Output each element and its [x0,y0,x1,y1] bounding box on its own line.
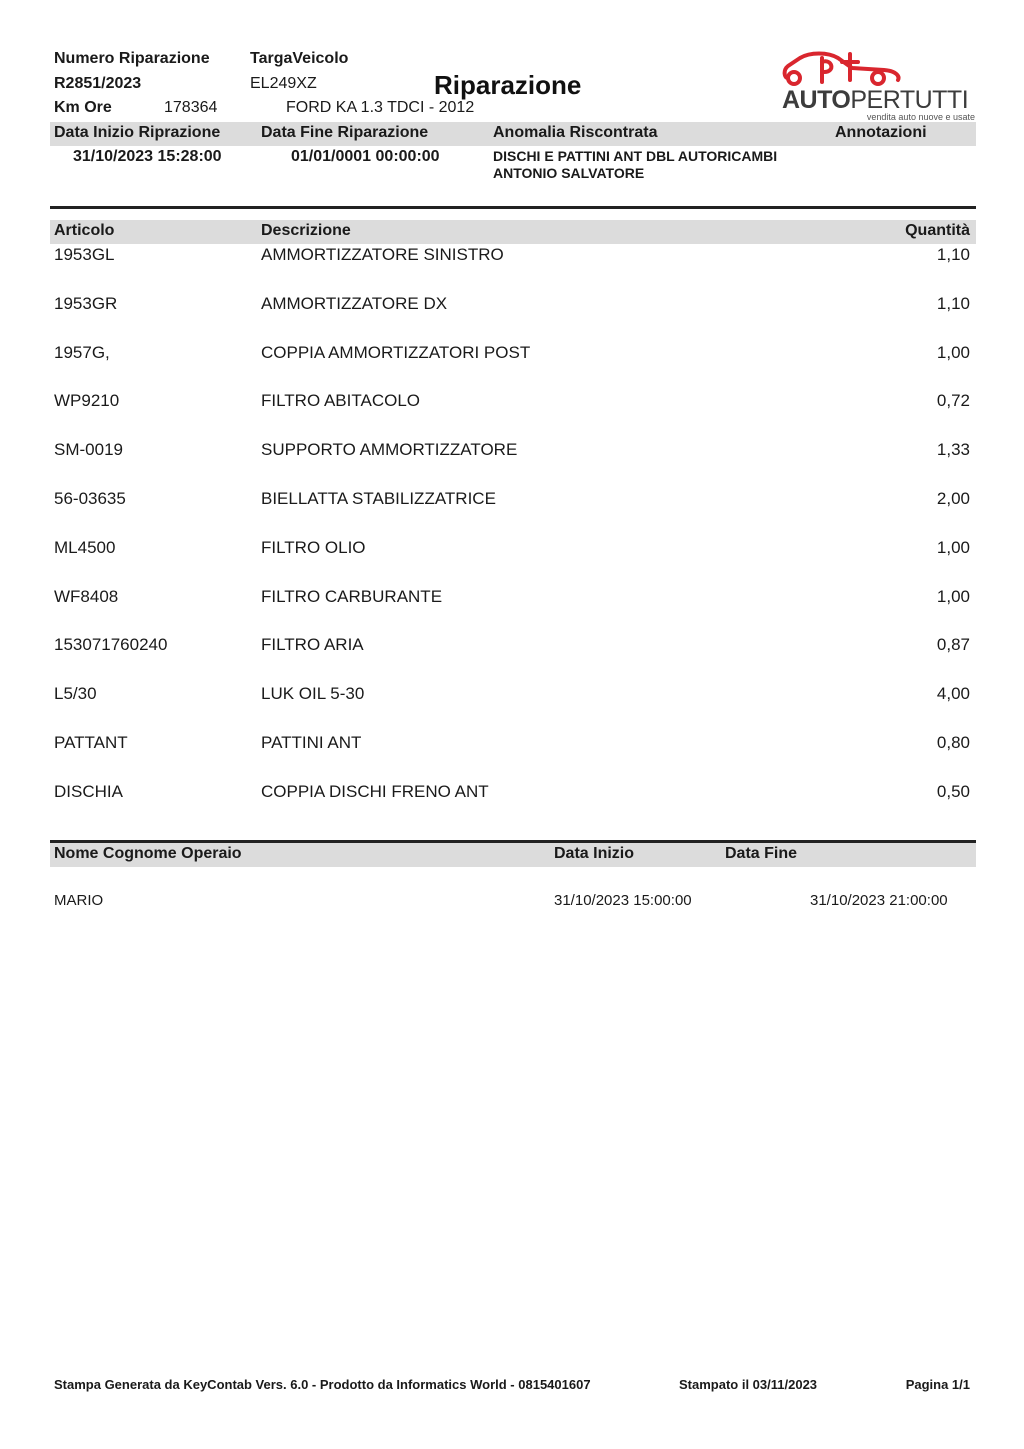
item-descrizione: AMMORTIZZATORE DX [261,293,448,313]
logo-tagline: vendita auto nuove e usate [866,112,975,122]
col-descrizione: Descrizione [261,222,351,239]
item-quantita: 0,87 [936,635,970,655]
item-descrizione: COPPIA AMMORTIZZATORI POST [261,342,531,362]
item-articolo: SM-0019 [54,440,123,460]
footer-generated: Stampa Generata da KeyContab Vers. 6.0 - Prodotto da Informatics World - 0815401607 [54,1377,591,1392]
item-descrizione: FILTRO ARIA [261,635,364,655]
table-row [0,489,1024,511]
item-quantita: 1,00 [936,342,970,362]
page-title: Riparazione [434,70,582,100]
targa-value: EL249XZ [250,75,317,92]
data-fine-value: 01/01/0001 00:00:00 [291,148,440,165]
col-data-fine: Data Fine [725,845,798,862]
item-quantita: 1,10 [936,245,970,264]
item-articolo: ML4500 [54,537,116,557]
table-row [0,733,1024,755]
divider [50,206,976,209]
item-quantita: 4,00 [936,684,970,704]
worker-name: MARIO [54,892,104,909]
col-nome-operaio: Nome Cognome Operaio [54,845,242,862]
anomalia-line-1: DISCHI E PATTINI ANT DBL AUTORICAMBI [493,148,778,164]
worker-end: 31/10/2023 21:00:00 [810,892,948,909]
item-quantita: 0,72 [936,391,970,411]
item-articolo: 1953GL [54,245,115,264]
table-row [0,538,1024,560]
table-row [0,440,1024,462]
km-ore-label: Km Ore [54,99,112,116]
item-quantita: 1,00 [936,537,970,557]
table-row [0,587,1024,609]
item-articolo: 1957G, [54,342,110,362]
numero-riparazione-label: Numero Riparazione [54,50,210,67]
anomalia-line-2: ANTONIO SALVATORE [493,165,645,181]
numero-riparazione-value: R2851/2023 [54,75,142,92]
logo-brand-suffix: PERTUTTI [850,86,969,114]
items-header-band [50,220,976,244]
item-descrizione: LUK OIL 5-30 [261,684,365,704]
car-logo-icon [780,48,905,86]
item-descrizione: FILTRO ABITACOLO [261,391,421,411]
col-quantita: Quantità [905,222,970,239]
footer-page: Pagina 1/1 [905,1377,970,1392]
item-descrizione: AMMORTIZZATORE SINISTRO [261,245,504,264]
anomalia-label: Anomalia Riscontrata [493,124,658,141]
data-inizio-value: 31/10/2023 15:28:00 [73,148,222,165]
item-articolo: DISCHIA [54,781,123,801]
table-row [0,782,1024,804]
item-articolo: L5/30 [54,684,97,704]
worker-start: 31/10/2023 15:00:00 [554,892,692,909]
item-articolo: 1953GR [54,293,118,313]
km-ore-value: 178364 [164,99,218,116]
item-articolo: WF8408 [54,586,119,606]
item-quantita: 2,00 [936,489,970,508]
data-inizio-label: Data Inizio Riprazione [54,124,221,141]
table-row [0,391,1024,413]
item-quantita: 1,10 [936,293,970,313]
item-quantita: 1,33 [936,440,970,460]
item-articolo: 153071760240 [54,635,168,655]
table-row [0,635,1024,657]
logo-brand [782,86,968,115]
item-articolo: PATTANT [54,733,128,752]
item-quantita: 0,80 [936,733,970,752]
col-data-inizio: Data Inizio [554,845,635,862]
table-row [0,294,1024,316]
item-quantita: 1,00 [936,586,970,606]
item-descrizione: COPPIA DISCHI FRENO ANT [261,781,489,801]
item-articolo: WP9210 [54,391,120,411]
col-articolo: Articolo [54,222,115,239]
table-row [0,343,1024,365]
item-descrizione: BIELLATTA STABILIZZATRICE [261,489,496,508]
data-fine-label: Data Fine Riparazione [261,124,429,141]
vehicle-model: FORD KA 1.3 TDCI - 2012 [286,99,475,116]
item-quantita: 0,50 [936,781,970,801]
table-row [0,245,1024,267]
logo-brand-prefix: AUTO [782,86,851,114]
company-logo [780,48,980,124]
footer-printed: Stampato il 03/11/2023 [679,1377,818,1392]
targa-label: TargaVeicolo [250,50,349,67]
annotazioni-label: Annotazioni [835,124,927,141]
item-descrizione: FILTRO CARBURANTE [261,586,443,606]
table-row [0,684,1024,706]
item-articolo: 56-03635 [54,489,126,508]
item-descrizione: FILTRO OLIO [261,537,366,557]
item-descrizione: PATTINI ANT [261,733,362,752]
item-descrizione: SUPPORTO AMMORTIZZATORE [261,440,518,460]
